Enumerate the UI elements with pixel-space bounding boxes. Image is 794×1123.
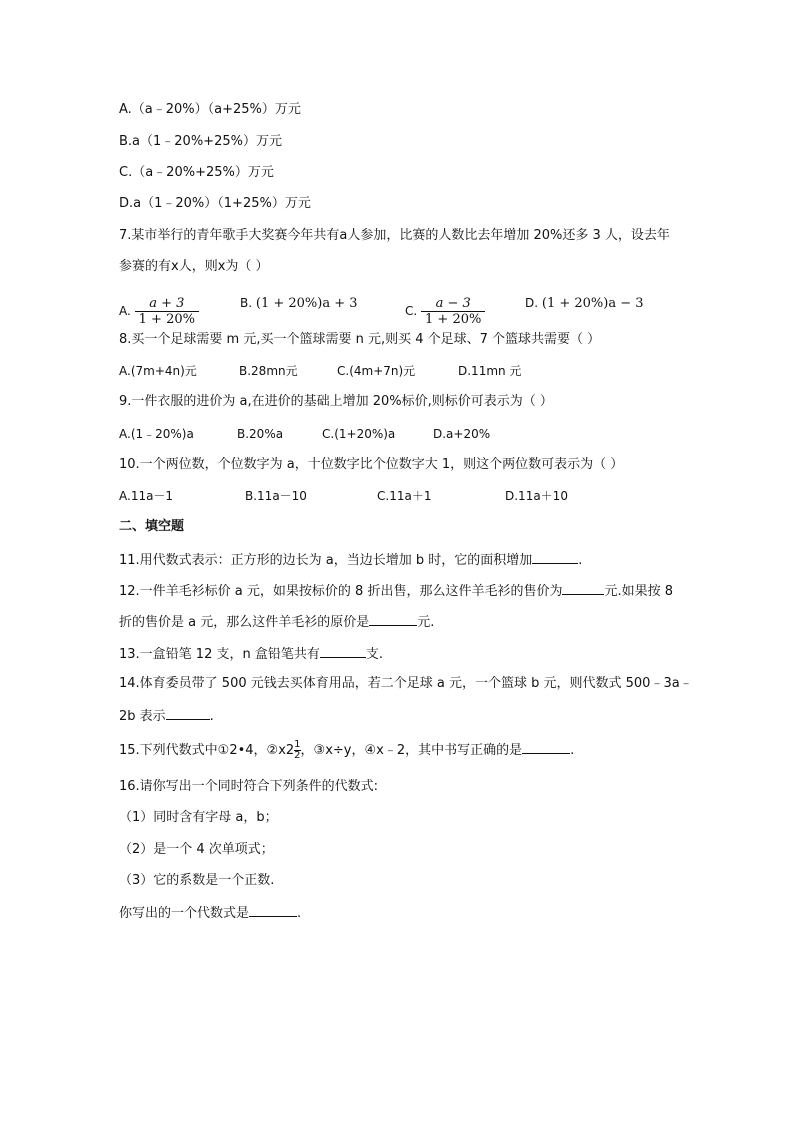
q7-option-d-expression: (1 + 20%)a − 3	[541, 296, 644, 311]
q11-text: 11.用代数式表示：正方形的边长为 a，当边长增加 b 时，它的面积增加	[119, 553, 533, 568]
q7-option-d	[525, 294, 644, 313]
q12-part1: 12.一件羊毛衫标价 a 元，如果按标价的 8 折出售，那么这件羊毛衫的售价为	[119, 584, 563, 599]
q14-text: 2b 表示	[119, 709, 166, 724]
q13	[119, 644, 383, 664]
fraction-denominator: 1 + 20%	[421, 311, 485, 327]
fraction-numerator: a + 3	[149, 296, 185, 311]
q9-stem: 9.一件衣服的进价为 a,在进价的基础上增加 20%标价,则标价可表示为（ ）	[119, 394, 553, 409]
q7-option-a-label: A.	[119, 304, 131, 318]
q10-option-b: B.11a－10	[245, 489, 307, 503]
answer-blank[interactable]	[320, 644, 366, 658]
q10-option-a: A.11a－1	[119, 489, 174, 503]
q7-option-d-label: D.	[525, 296, 539, 310]
q10-option-c: C.11a＋1	[377, 489, 432, 503]
q8-option-c: C.(4m+7n)元	[337, 364, 416, 378]
q16-answer	[119, 903, 301, 923]
fraction-numerator: 1	[294, 739, 301, 750]
q13-part1: 13.一盒铅笔 12 支，n 盒铅笔共有	[119, 647, 320, 662]
q8-stem: 8.买一个足球需要 m 元,买一个篮球需要 n 元,则买 4 个足球、7 个篮球共需要（ ）	[119, 332, 601, 347]
q7-option-a-fraction	[135, 296, 199, 327]
answer-blank[interactable]	[532, 550, 578, 564]
q9-option-b: B.20%a	[237, 427, 284, 441]
answer-blank[interactable]	[249, 903, 297, 917]
q14-line1: 14.体育委员带了 500 元钱去买体育用品，若二个足球 a 元，一个篮球 b 元，则代数式 500﹣3a﹣	[119, 676, 693, 691]
q12-part2: 元.如果按 8	[604, 584, 673, 599]
q11	[119, 550, 582, 570]
q6-option-d: D.a（1﹣20%）（1+25%）万元	[119, 196, 311, 211]
q16-stem: 16.请你写出一个同时符合下列条件的代数式:	[119, 779, 379, 794]
q10-option-d: D.11a＋10	[505, 489, 568, 503]
q7-option-b-label: B.	[240, 296, 253, 310]
q11-end: .	[578, 553, 583, 568]
q15	[119, 738, 574, 764]
q8-option-a: A.(7m+4n)元	[119, 364, 197, 378]
q7-option-a	[119, 296, 199, 327]
q7-option-b-expression: (1 + 20%)a + 3	[255, 296, 358, 311]
fraction-numerator: a − 3	[435, 296, 471, 311]
q15-part2: ，③x÷y，④x﹣2，其中书写正确的是	[300, 743, 523, 758]
q13-part2: 支.	[365, 647, 383, 662]
q8-option-d: D.11mn 元	[458, 364, 522, 378]
q12-line2	[119, 612, 434, 632]
q16-condition-3: （3）它的系数是一个正数.	[119, 873, 275, 888]
q7-option-c	[405, 296, 485, 327]
answer-blank[interactable]	[166, 706, 210, 720]
q9-option-c: C.(1+20%)a	[322, 427, 396, 441]
q6-option-b: B.a（1﹣20%+25%）万元	[119, 134, 282, 149]
q6-option-a: A.（a﹣20%）（a+25%）万元	[119, 102, 301, 117]
q6-option-c: C.（a﹣20%+25%）万元	[119, 165, 274, 180]
q14-line2	[119, 706, 214, 726]
fraction-denominator: 2	[294, 750, 301, 761]
q15-part1: 15.下列代数式中①2•4，②x2	[119, 743, 295, 758]
answer-blank[interactable]	[369, 612, 417, 626]
fraction-denominator: 1 + 20%	[135, 311, 199, 327]
q14-end: .	[209, 709, 214, 724]
q12-part3: 折的售价是 a 元，那么这件羊毛衫的原价是	[119, 615, 370, 630]
answer-blank[interactable]	[522, 740, 570, 754]
q16-answer-text: 你写出的一个代数式是	[119, 906, 250, 921]
q7-option-c-fraction	[421, 296, 485, 327]
q7-option-b	[240, 294, 358, 313]
section-title-fill-in: 二、填空题	[119, 519, 185, 534]
q7-stem-line1: 7.某市举行的青年歌手大奖赛今年共有a人参加，比赛的人数比去年增加 20%还多 3 人，设去年	[119, 228, 670, 243]
q12-line1	[119, 581, 673, 601]
q10-stem: 10.一个两位数，个位数字为 a，十位数字比个位数字大 1，则这个两位数可表示为（ ）	[119, 457, 624, 472]
q16-end: .	[297, 906, 302, 921]
answer-blank[interactable]	[562, 581, 604, 595]
q15-end: .	[570, 743, 575, 758]
q16-condition-2: （2）是一个 4 次单项式；	[119, 842, 274, 857]
q7-options	[119, 286, 679, 327]
q7-stem-line2: 参赛的有x人，则x为（ ）	[119, 259, 269, 274]
q9-option-a: A.(1﹣20%)a	[119, 427, 194, 441]
q12-part4: 元.	[417, 615, 435, 630]
q16-condition-1: （1）同时含有字母 a，b；	[119, 810, 278, 825]
q7-option-c-label: C.	[405, 304, 418, 318]
q9-option-d: D.a+20%	[433, 427, 491, 441]
q8-option-b: B.28mn元	[239, 364, 298, 378]
